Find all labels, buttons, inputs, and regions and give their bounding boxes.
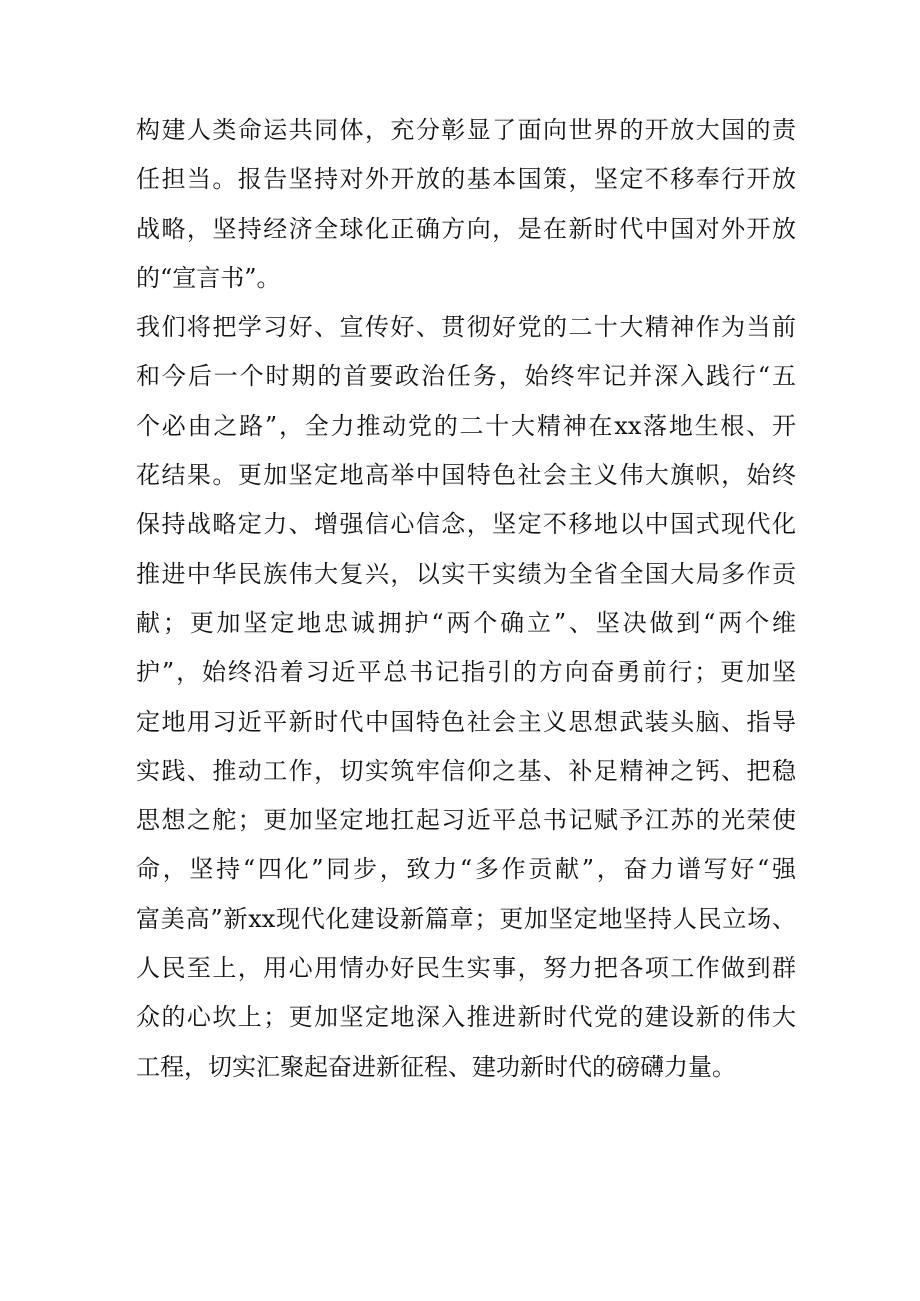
- text-line: 和今后一个时期的首要政治任务，始终牢记并深入践行“五: [136, 362, 796, 391]
- text-line: 构建人类命运共同体，充分彰显了面向世界的开放大国的责: [136, 116, 796, 144]
- text-line: 个必由之路”，全力推动党的二十大精神在xx落地生根、开: [136, 411, 796, 440]
- text-line: 命，坚持“四化”同步，致力“多作贡献”，奋力谱写好“强: [136, 855, 796, 884]
- text-line: 战略，坚持经济全球化正确方向，是在新时代中国对外开放: [136, 214, 796, 243]
- body-text: [136, 106, 796, 1092]
- text-line: 富美高”新xx现代化建设新篇章；更加坚定地坚持人民立场、: [136, 904, 796, 933]
- text-line: 的“宣言书”。: [136, 263, 281, 292]
- text-line: 推进中华民族伟大复兴，以实干实绩为全省全国大局多作贡: [136, 559, 796, 588]
- text-line: 定地用习近平新时代中国特色社会主义思想武装头脑、指导: [136, 707, 796, 736]
- text-line: 任担当。报告坚持对外开放的基本国策，坚定不移奉行开放: [136, 165, 796, 194]
- text-line: 我们将把学习好、宣传好、贯彻好党的二十大精神作为当前: [136, 313, 796, 342]
- text-line: 实践、推动工作，切实筑牢信仰之基、补足精神之钙、把稳: [136, 756, 796, 785]
- text-line: 护”，始终沿着习近平总书记指引的方向奋勇前行；更加坚: [136, 658, 796, 687]
- text-line: 思想之舵；更加坚定地扛起习近平总书记赋予江苏的光荣使: [136, 806, 796, 835]
- text-line: 花结果。更加坚定地高举中国特色社会主义伟大旗帜，始终: [136, 461, 796, 490]
- text-line: 众的心坎上；更加坚定地深入推进新时代党的建设新的伟大: [136, 1003, 796, 1032]
- text-line: 人民至上，用心用情办好民生实事，努力把各项工作做到群: [136, 954, 796, 983]
- text-line: 工程，切实汇聚起奋进新征程、建功新时代的磅礴力量。: [136, 1052, 736, 1081]
- text-line: 保持战略定力、增强信心信念，坚定不移地以中国式现代化: [136, 510, 796, 539]
- text-line: 献；更加坚定地忠诚拥护“两个确立”、坚决做到“两个维: [136, 608, 796, 637]
